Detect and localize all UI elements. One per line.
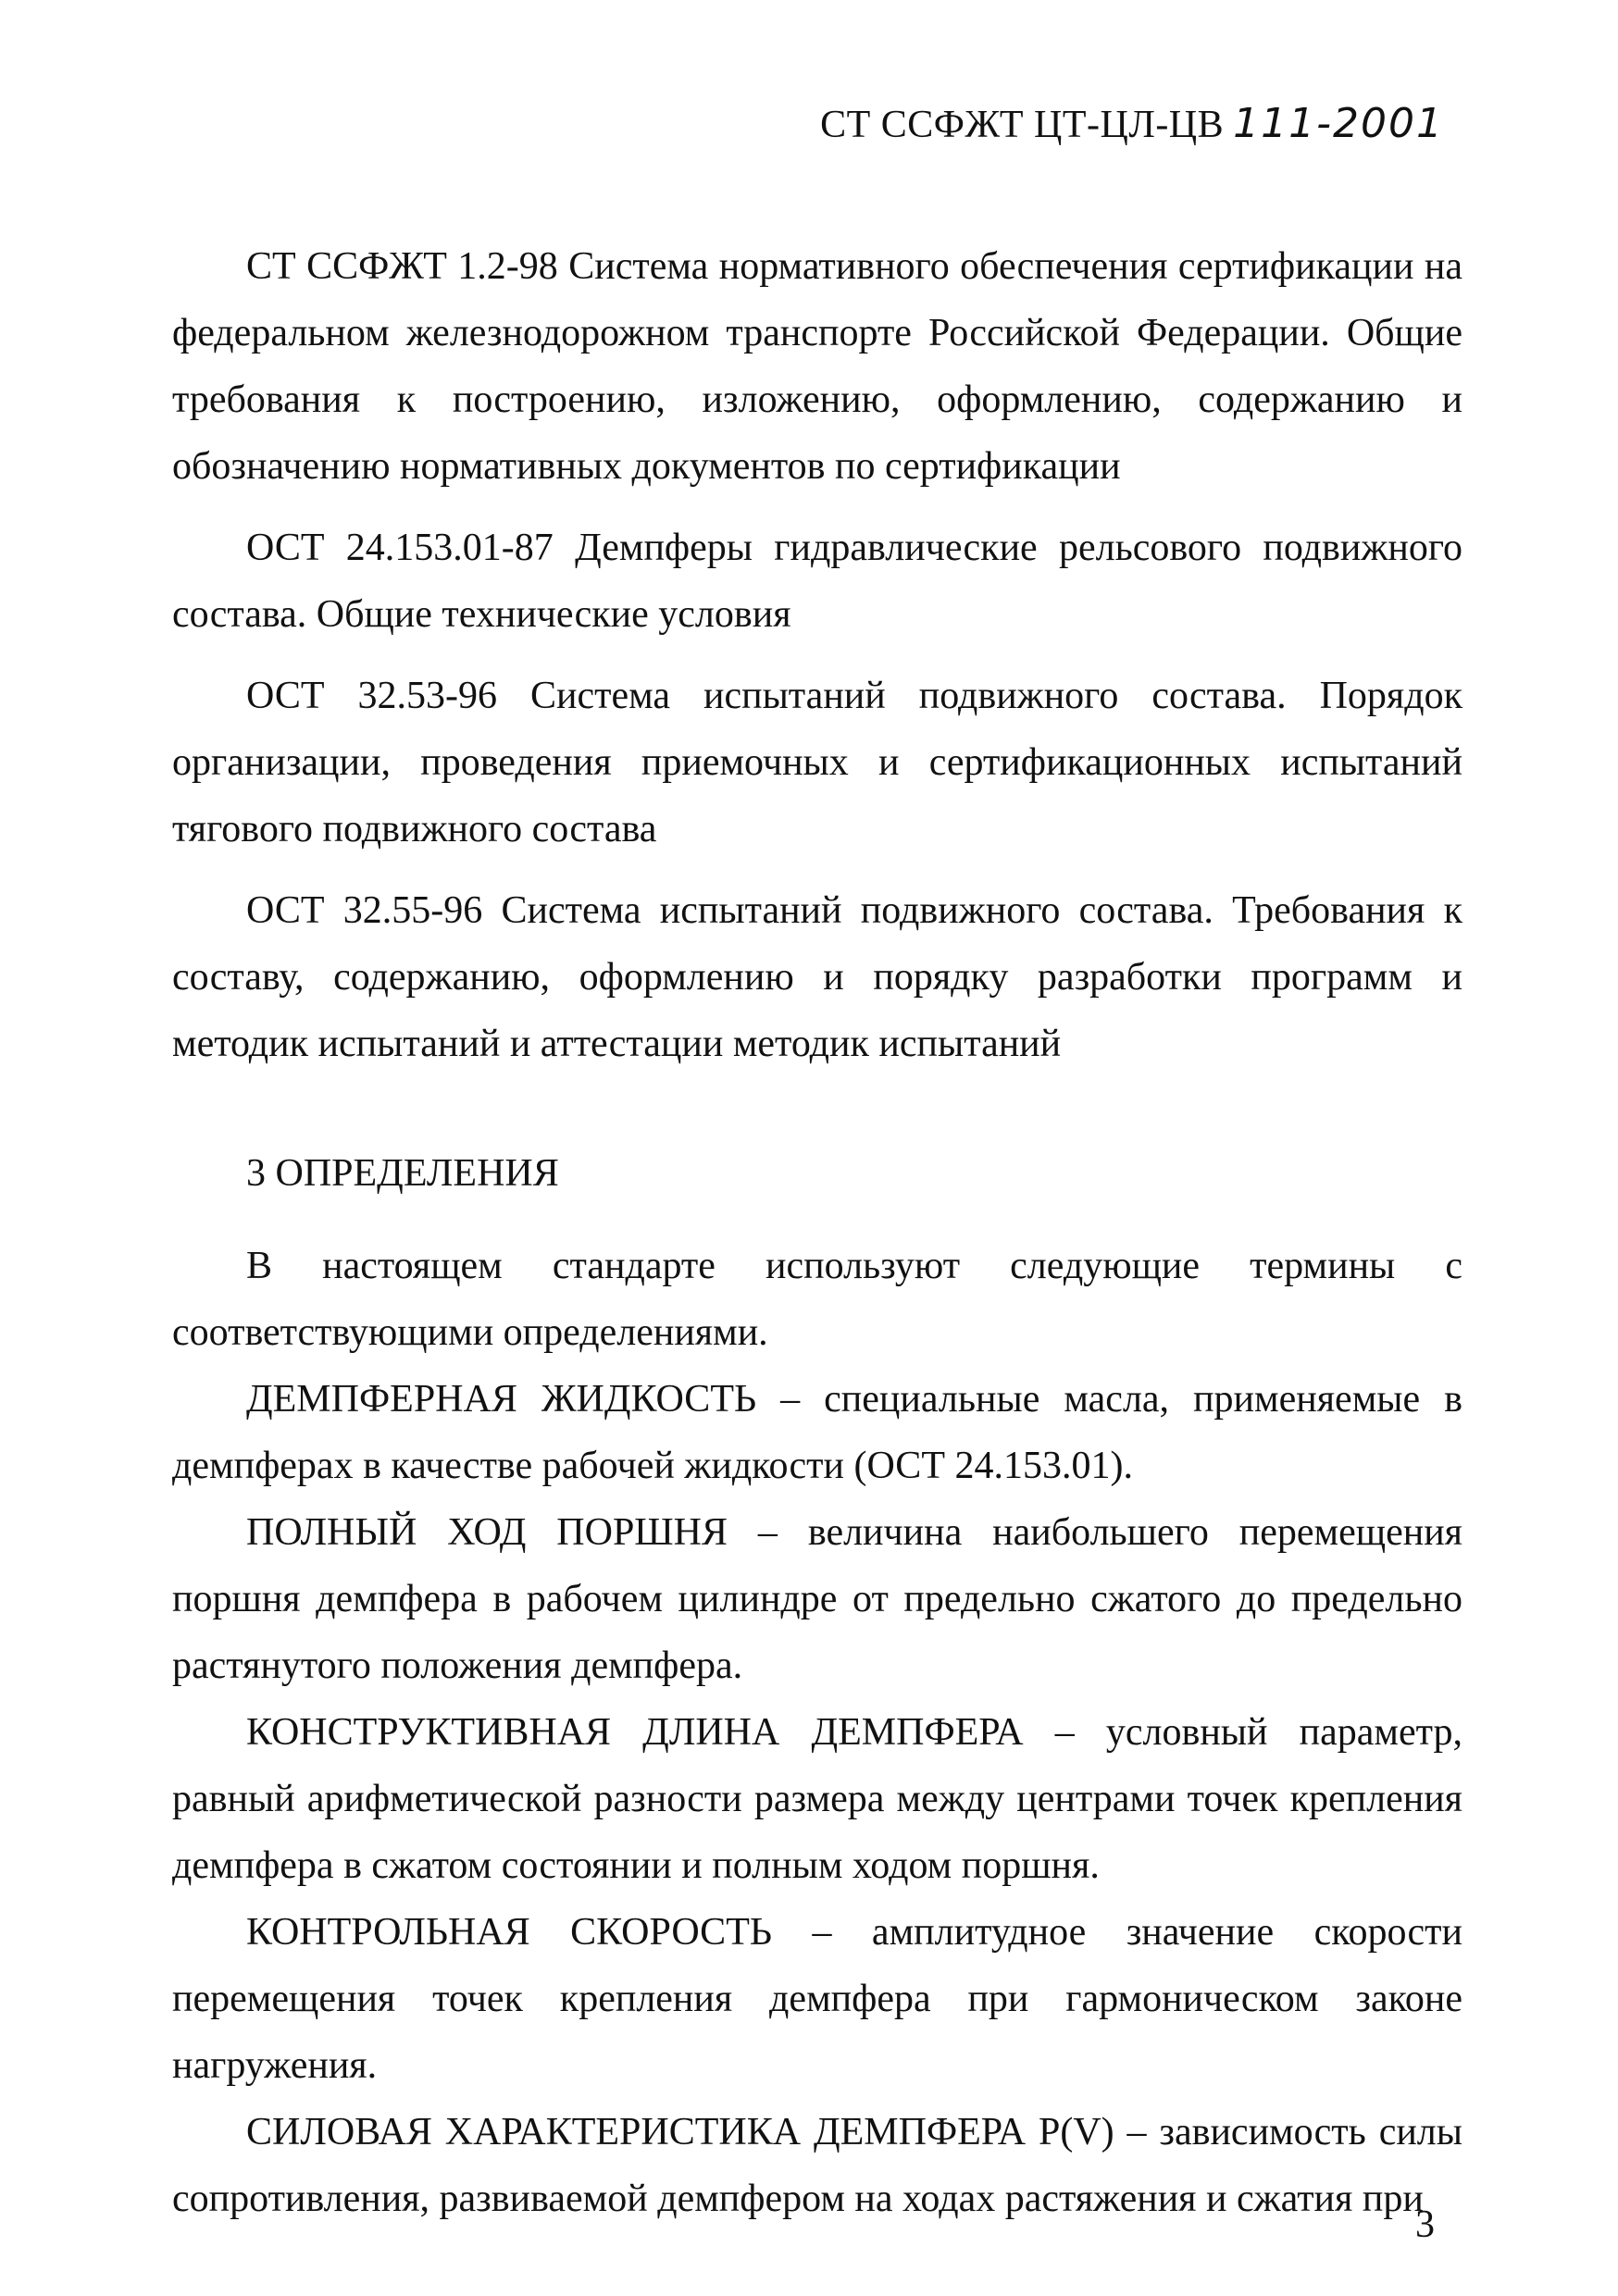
document-header <box>820 100 1444 147</box>
definition-entry: КОНСТРУКТИВНАЯ ДЛИНА ДЕМПФЕРА – условный параметр, равный арифметической разности размера между центрами точек крепления демпфера в сжатом состоянии и полным ходом поршня. <box>172 1711 1462 1887</box>
page-number: 3 <box>1415 2203 1435 2246</box>
definition-entry: СИЛОВАЯ ХАРАКТЕРИСТИКА ДЕМПФЕРА P(V) – зависимость силы сопротивления, развиваемой демпфером на ходах растяжения и сжатия при <box>172 2111 1462 2220</box>
page-content <box>172 233 1462 2232</box>
reference-entry: ОСТ 24.153.01-87 Демпферы гидравлические рельсового подвижного состава. Общие технические условия <box>172 527 1462 636</box>
definition-entry: ПОЛНЫЙ ХОД ПОРШНЯ – величина наибольшего перемещения поршня демпфера в рабочем цилиндре от предельно сжатого до предельно растянутого положения демпфера. <box>172 1511 1462 1687</box>
document-code: СТ ССФЖТ ЦТ-ЦЛ-ЦВ <box>820 104 1225 146</box>
definition-entry: ДЕМПФЕРНАЯ ЖИДКОСТЬ – специальные масла, применяемые в демпферах в качестве рабочей жидкости (ОСТ 24.153.01). <box>172 1378 1462 1487</box>
handwritten-document-number: 111-2001 <box>1233 100 1444 147</box>
reference-entry: ОСТ 32.55-96 Система испытаний подвижного состава. Требования к составу, содержанию, оформлению и порядку разработки программ и методик испытаний и аттестации методик испытаний <box>172 889 1462 1065</box>
section-heading: 3 ОПРЕДЕЛЕНИЯ <box>246 1152 559 1195</box>
section-intro: В настоящем стандарте используют следующие термины с соответствующими определениями. <box>172 1245 1462 1354</box>
reference-entry: СТ ССФЖТ 1.2-98 Система нормативного обеспечения сертификации на федеральном железнодорожном транспорте Российской Федерации. Общие требования к построению, изложению, оформлению, содержанию и обозначению нормативных документов по сертификации <box>172 245 1462 488</box>
reference-entry: ОСТ 32.53-96 Система испытаний подвижного состава. Порядок организации, проведения приемочных и сертификационных испытаний тягового подвижного состава <box>172 675 1462 850</box>
definition-entry: КОНТРОЛЬНАЯ СКОРОСТЬ – амплитудное значение скорости перемещения точек крепления демпфера при гармоническом законе нагружения. <box>172 1911 1462 2087</box>
